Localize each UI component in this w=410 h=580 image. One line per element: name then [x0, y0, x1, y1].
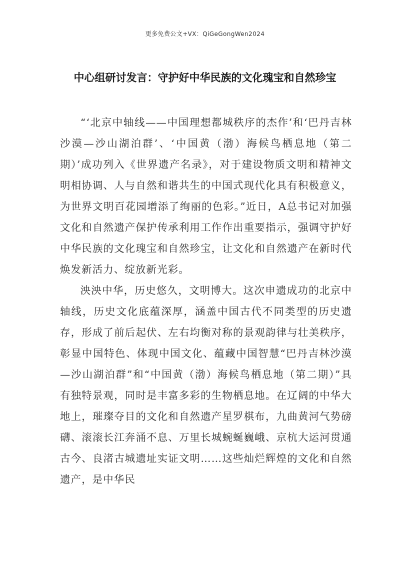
header-promo-text: 更多免费公文+VX：QiGeGongWen2024: [145, 31, 265, 38]
document-title: 中心组研讨发言：守护好中华民族的文化瑰宝和自然珍宝: [73, 72, 337, 84]
document-body: [60, 113, 352, 491]
body-paragraph: 泱泱中华，历史悠久，文明博大。这次申遗成功的北京中轴线，历史文化底蕴深厚，涵盖中国古代不同类型的历史遗存，形成了前后起伏、左右均衡对称的景观韵律与壮美秩序，彰显中国特色、体现中国文化、蕴藏中国智慧“巴丹吉林沙漠—沙山湖泊群”和“中国黄（渤）海候鸟栖息地（第二期）”具有独特景观，同时是丰富多彩的生物栖息地。在辽阔的中华大地上，璀璨夺目的文化和自然遗产星罗棋布，九曲黄河气势磅礴、滚滚长江奔涌不息、万里长城蜿蜒巍峨、京杭大运河贯通古今、良渚古城遗址实证文明……这些灿烂辉煌的文化和自然遗产，是中华民: [60, 286, 352, 486]
body-paragraph: “‘北京中轴线——中国理想都城秩序的杰作’和‘巴丹吉林沙漠—沙山湖泊群’、‘中国黄（渤）海候鸟栖息地（第二期）’成功列入《世界遗产名录》，对于建设物质文明和精神文明相协调、人与自然和谐共生的中国式现代化具有积极意义，为世界文明百花园增添了绚丽的色彩。”近日，A总书记对加强文化和自然遗产保护传承利用工作作出重要指示，强调守护好中华民族的文化瑰宝和自然珍宝，让文化和自然遗产在新时代焕发新活力、绽放新光彩。: [60, 118, 352, 276]
